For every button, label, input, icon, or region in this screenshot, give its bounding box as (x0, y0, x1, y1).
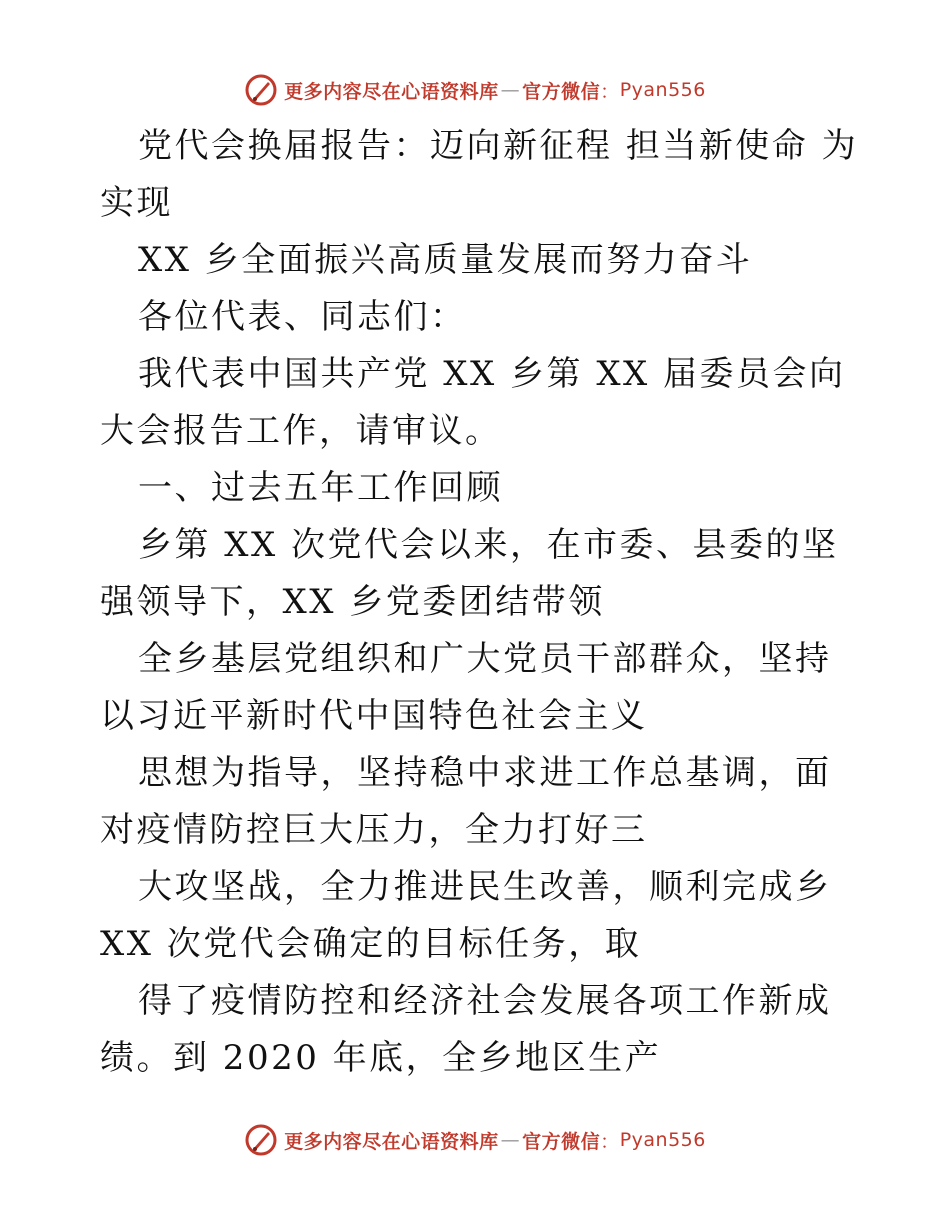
watermark-main-text: 更多内容尽在心语资料库 (284, 80, 499, 103)
body-paragraph: 思想为指导，坚持稳中求进工作总基调，面对疫情防控巨大压力，全力打好三 (100, 753, 832, 850)
body-paragraph: 得了疫情防控和经济社会发展各项工作新成绩。到 2020 年底，全乡地区生产 (100, 981, 832, 1078)
header-watermark (0, 70, 950, 110)
watermark-main-text: 更多内容尽在心语资料库 (284, 1130, 499, 1153)
watermark-wechat-id: Pyan556 (619, 79, 706, 101)
document-body (100, 118, 860, 1087)
watermark-colon: ： (600, 1130, 620, 1153)
section-heading: 一、过去五年工作回顾 (138, 468, 503, 508)
report-title-line-1: 党代会换届报告：迈向新征程 担当新使命 为实现 (100, 126, 859, 223)
watermark-sub-text: 官方微信 (522, 80, 601, 103)
report-title-line-2: XX 乡全面振兴高质量发展而努力奋斗 (138, 240, 753, 280)
watermark-sub-text: 官方微信 (522, 1130, 601, 1153)
footer-watermark (0, 1120, 950, 1160)
watermark-dash: — (500, 79, 521, 101)
watermark-colon: ： (600, 80, 620, 103)
body-paragraph: 大攻坚战，全力推进民生改善，顺利完成乡 XX 次党代会确定的目标任务，取 (100, 867, 832, 964)
body-paragraph: 全乡基层党组织和广大党员干部群众，坚持以习近平新时代中国特色社会主义 (100, 639, 832, 736)
body-paragraph: 我代表中国共产党 XX 乡第 XX 届委员会向大会报告工作，请审议。 (100, 354, 846, 451)
salutation: 各位代表、同志们： (138, 297, 467, 337)
quill-logo-icon (244, 1123, 278, 1157)
body-paragraph: 乡第 XX 次党代会以来，在市委、县委的坚强领导下，XX 乡党委团结带领 (100, 525, 839, 622)
watermark-dash: — (500, 1129, 521, 1151)
watermark-wechat-id: Pyan556 (619, 1129, 706, 1151)
quill-logo-icon (244, 73, 278, 107)
